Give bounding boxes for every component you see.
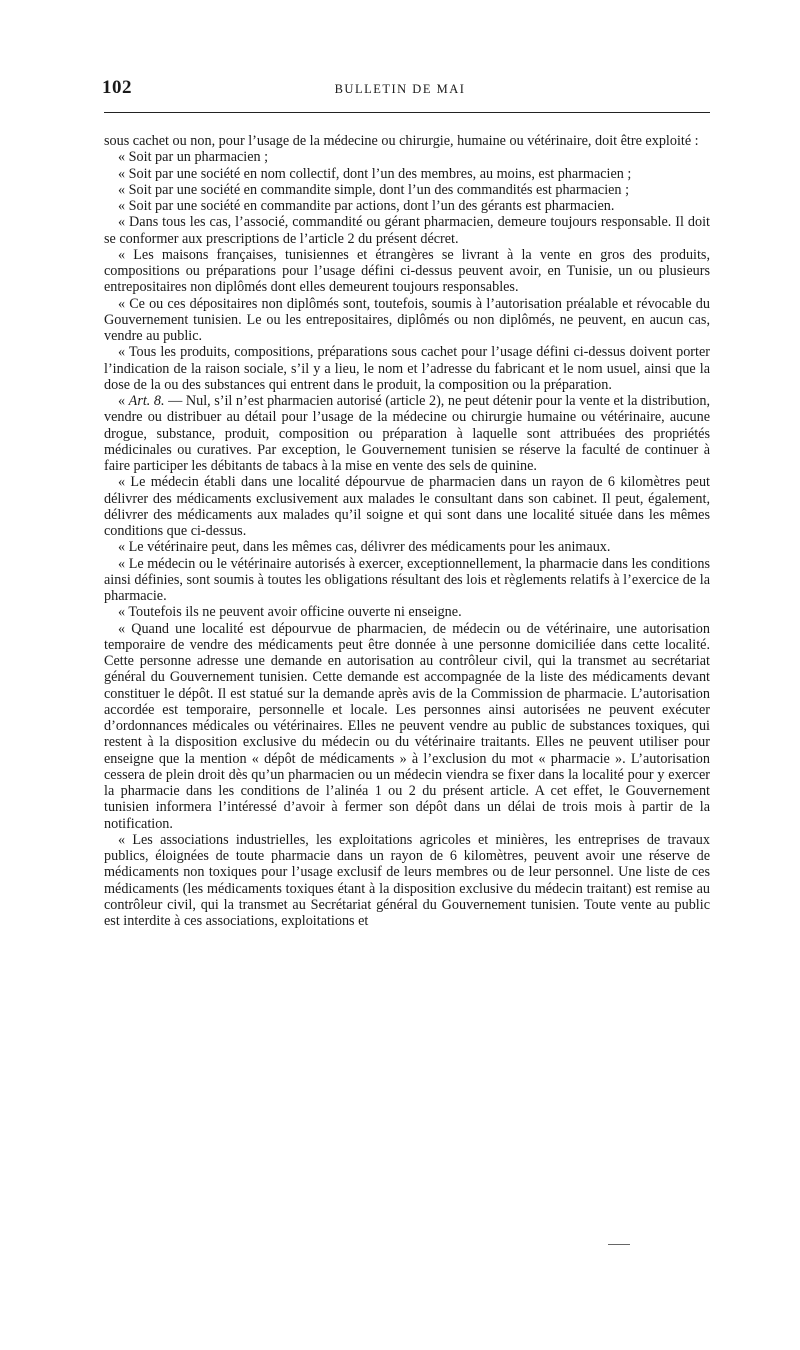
- paragraph: « Tous les produits, compositions, préparations sous cachet pour l’usage défini ci-dessus doivent porter l’indication de la raison sociale, s’il y a lieu, le nom et l’adresse du fabricant et le nom usuel, ainsi que la dose de la ou des substances qui entrent dans le produit, la composition ou la préparation.: [104, 344, 710, 393]
- running-header: BULLETIN DE MAI: [334, 82, 466, 96]
- footer-mark: [608, 1244, 630, 1245]
- paragraph: « Ce ou ces dépositaires non diplômés sont, toutefois, soumis à l’autorisation préalable et révocable du Gouvernement tunisien. Le ou les entrepositaires, diplômés ou non diplômés, ne peuvent, en aucun cas, vendre au public.: [104, 295, 710, 344]
- header-rule: [104, 112, 710, 113]
- article-8-paragraph: [104, 393, 710, 474]
- paragraph: « Soit par une société en commandite par actions, dont l’un des gérants est pharmacien.: [118, 198, 615, 214]
- page-number: 102: [102, 77, 132, 98]
- document-body: [104, 133, 710, 929]
- paragraph: sous cachet ou non, pour l’usage de la médecine ou chirurgie, humaine ou vétérinaire, doit être exploité :: [104, 133, 699, 149]
- paragraph: « Soit par un pharmacien ;: [118, 149, 269, 166]
- paragraph: « Soit par une société en nom collectif, dont l’un des membres, au moins, est pharmacien ;: [118, 165, 632, 182]
- article-label: Art. 8.: [128, 393, 165, 409]
- paragraph: « Le vétérinaire peut, dans les mêmes cas, délivrer des médicaments pour les animaux.: [118, 539, 611, 556]
- paragraph: « Les maisons françaises, tunisiennes et étrangères se livrant à la vente en gros des produits, compositions ou préparations pour l’usage défini ci-dessus peuvent avoir, en Tunisie, un ou plusieurs entrepositaires non diplômés dont elles demeurent toujours responsables.: [104, 246, 710, 296]
- paragraph: « Le médecin établi dans une localité dépourvue de pharmacien dans un rayon de 6 kilomètres peut délivrer des médicaments exclusivement aux malades le consultant dans son cabinet. Il peut, également, délivrer des médicaments aux malades qu’il soigne et qui sont dans une localité située dans les mêmes conditions que ci-dessus.: [104, 474, 710, 539]
- paragraph: « Toutefois ils ne peuvent avoir officine ouverte ni enseigne.: [118, 604, 462, 621]
- paragraph: « Quand une localité est dépourvue de pharmacien, de médecin ou de vétérinaire, une autorisation temporaire de vendre des médicaments peut être donnée à une personne domiciliée dans cette localité. Cette personne adresse une demande en autorisation au contrôleur civil, qui la transmet au secrétariat général du Gouvernement tunisien. Cette demande est accompagnée de la liste des médicaments devant constituer le dépôt. Il est statué sur la demande après avis de la Commission de pharmacie. L’autorisation accordée est temporaire, personnelle et locale. Les personnes ainsi autorisées ne peuvent exécuter d’ordonnances médicales ou vétérinaires. Elles ne peuvent vendre au public de substances toxiques, qui restent à la disposition exclusive du médecin ou du vétérinaire traitants. Elles ne peuvent utiliser pour enseigne que la mention « dépôt de médicaments » à l’exclusion du mot « pharmacie ». L’autorisation cessera de plein droit dès qu’un pharmacien ou un médecin viendra se fixer dans la localité pour y exercer la pharmacie dans les conditions de l’alinéa 1 ou 2 du présent article. A cet effet, le Gouvernement tunisien informera l’intéressé d’avoir à fermer son dépôt dans un délai de trois mois à partir de la notification.: [104, 620, 710, 832]
- article-prefix: «: [118, 393, 129, 409]
- paragraph: « Les associations industrielles, les exploitations agricoles et minières, les entreprises de travaux publics, éloignées de toute pharmacie dans un rayon de 6 kilomètres, peuvent avoir une réserve de médicaments non toxiques pour l’usage exclusif de leurs membres ou de leur personnel. Une liste de ces médicaments (les médicaments toxiques étant à la disposition exclusive du médecin traitant) est remise au contrôleur civil, qui la transmet au Secrétariat général du Gouvernement tunisien. Toute vente au public est interdite à ces associations, exploitations et: [104, 831, 710, 929]
- paragraph: « Dans tous les cas, l’associé, commandité ou gérant pharmacien, demeure toujours responsable. Il doit se conformer aux prescriptions de l’article 2 du présent décret.: [104, 214, 710, 247]
- paragraph: « Le médecin ou le vétérinaire autorisés à exercer, exceptionnellement, la pharmacie dans les conditions ainsi définies, sont soumis à toutes les obligations résultant des lois et règlements relatifs à l’exercice de la pharmacie.: [104, 555, 710, 604]
- paragraph: « Soit par une société en commandite simple, dont l’un des commandités est pharmacien ;: [118, 181, 630, 198]
- article-text: — Nul, s’il n’est pharmacien autorisé (article 2), ne peut détenir pour la vente et la distribution, vendre ou distribuer au détail pour l’usage de la médecine ou chirurgie humaine ou vétérinaire, aucune drogue, substance, produit, composition ou préparation à laquelle sont attribuées des propriétés médicinales ou curatives. Par exception, le Gouvernement tunisien se réserve la faculté de continuer à faire participer les débitants de tabacs à la mise en vente des sels de quinine.: [104, 393, 711, 474]
